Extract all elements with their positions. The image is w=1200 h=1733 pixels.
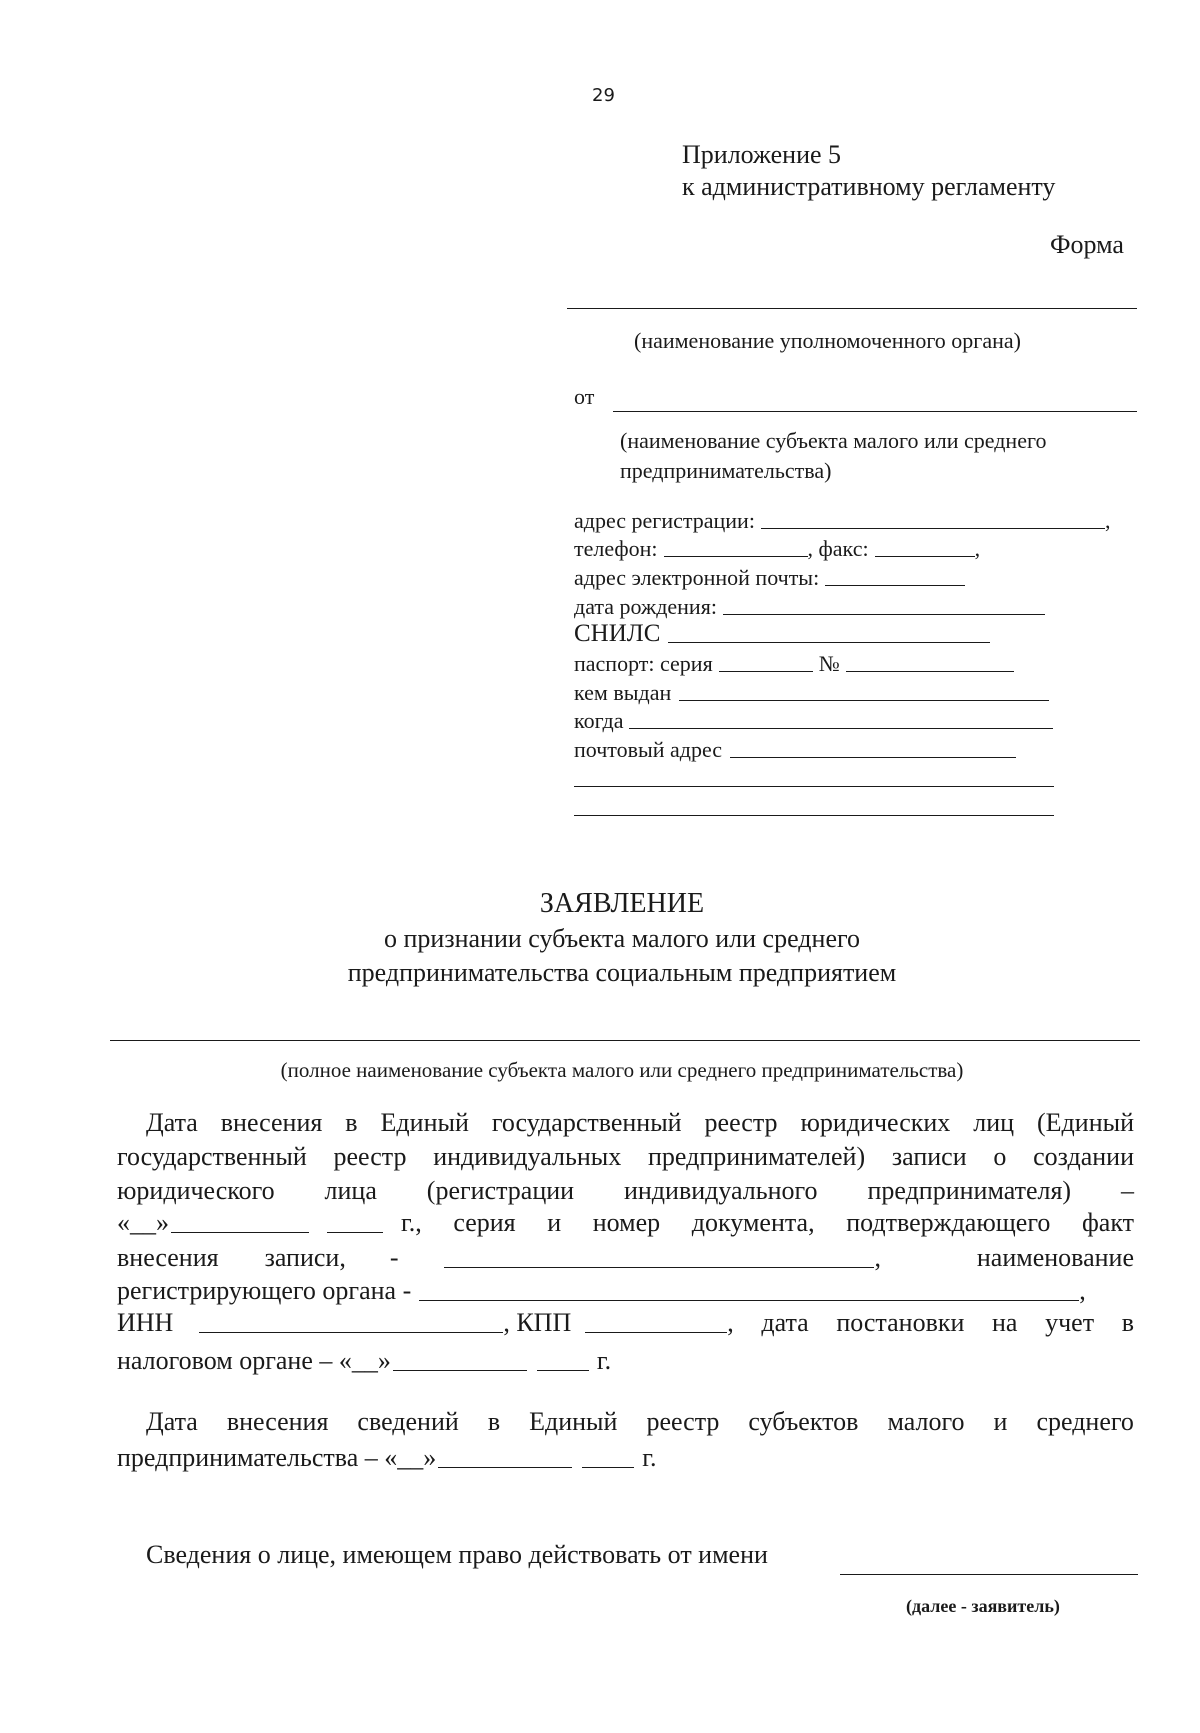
- p1-line-1: Дата внесения в Единый государственный реестр юридических лиц (Единый: [146, 1108, 1134, 1137]
- p1-l3-w6: –: [1121, 1176, 1134, 1205]
- email-field[interactable]: [825, 585, 965, 586]
- passport-row: [574, 651, 1014, 677]
- postal-address-line-3[interactable]: [574, 815, 1054, 816]
- registration-year-field[interactable]: [327, 1232, 383, 1233]
- smsp-registry-label: предпринимательства – «__»: [117, 1443, 437, 1472]
- reg-address-row: [574, 508, 1110, 534]
- p2-w5: Единый: [529, 1407, 618, 1436]
- smsp-registry-year-suffix: г.: [642, 1443, 657, 1472]
- inn-field[interactable]: [199, 1332, 503, 1333]
- form-label: Форма: [1050, 230, 1124, 259]
- registration-text: г., серия и номер документа, подтверждающего факт: [401, 1208, 1134, 1237]
- regulation-reference: к административному регламенту: [682, 172, 1056, 201]
- kpp-field[interactable]: [585, 1332, 727, 1333]
- snils-label: СНИЛС: [574, 620, 661, 647]
- subject-name-caption-2: предпринимательства): [620, 458, 832, 483]
- p1-l3-w1: юридического: [117, 1176, 275, 1205]
- issue-date-row: [574, 708, 1053, 734]
- phone-label: телефон:: [574, 536, 658, 561]
- p1-l3-w3: (регистрации: [426, 1176, 575, 1205]
- p2-w7: субъектов: [748, 1407, 859, 1436]
- p2-line-1: [146, 1407, 1134, 1437]
- passport-series-field[interactable]: [719, 671, 813, 672]
- passport-number-field[interactable]: [846, 671, 1014, 672]
- email-row: [574, 565, 965, 591]
- representative-caption: (далее - заявитель): [906, 1596, 1060, 1616]
- statement-subtitle-2: предпринимательства социальным предприятием: [347, 958, 897, 987]
- p1-l3-w2: лица: [324, 1176, 377, 1205]
- snils-field[interactable]: [668, 642, 990, 643]
- p1-line-4: [117, 1208, 1134, 1238]
- from-line[interactable]: [613, 411, 1137, 412]
- registration-month-field[interactable]: [171, 1232, 309, 1233]
- full-name-caption: (полное наименование субъекта малого или среднего предпринимательства): [280, 1058, 964, 1082]
- representative-line[interactable]: [840, 1574, 1138, 1575]
- inn-label: ИНН: [117, 1308, 174, 1337]
- page-number: 29: [592, 85, 615, 106]
- appendix-title: Приложение 5: [682, 140, 842, 169]
- reg-address-comma: ,: [1104, 508, 1111, 533]
- p1-line-7: [117, 1308, 1134, 1338]
- p1-l5-comma: ,: [874, 1243, 881, 1272]
- email-label: адрес электронной почты:: [574, 565, 820, 590]
- tax-registration-year-suffix: г.: [596, 1346, 612, 1375]
- tax-registration-text: , дата постановки на учет в: [727, 1308, 1134, 1337]
- kpp-label: , КПП: [503, 1308, 572, 1337]
- organ-name-line[interactable]: [567, 308, 1137, 309]
- reg-address-field[interactable]: [761, 528, 1105, 529]
- fax-comma: ,: [974, 536, 981, 561]
- p2-line-2: [117, 1443, 656, 1473]
- issued-by-field[interactable]: [679, 700, 1049, 701]
- registering-organ-label: регистрирующего органа -: [117, 1276, 412, 1305]
- postal-address-line-2[interactable]: [574, 786, 1054, 787]
- p2-w4: в: [487, 1407, 501, 1436]
- p1-l5-a: внесения: [117, 1243, 219, 1272]
- fax-field[interactable]: [875, 556, 975, 557]
- full-name-line[interactable]: [110, 1040, 1140, 1041]
- organ-name-caption: (наименование уполномоченного органа): [634, 328, 1021, 353]
- p1-l3-w4: индивидуального: [623, 1176, 818, 1205]
- p2-w8: малого: [887, 1407, 965, 1436]
- p2-w6: реестр: [646, 1407, 720, 1436]
- representative-text: Сведения о лице, имеющем право действовать от имени: [146, 1540, 768, 1569]
- tax-registration-year-field[interactable]: [537, 1370, 589, 1371]
- p1-l5-c: наименование: [976, 1243, 1134, 1272]
- tax-registration-month-field[interactable]: [393, 1370, 527, 1371]
- p1-line-3: [117, 1176, 1134, 1206]
- subject-name-caption-1: (наименование субъекта малого или среднего: [620, 428, 1047, 453]
- p2-w1: Дата: [146, 1407, 198, 1436]
- statement-subtitle-1: о признании субъекта малого или среднего: [384, 924, 860, 953]
- birth-date-row: [574, 594, 1045, 620]
- issue-date-label: когда: [574, 708, 624, 733]
- statement-title: ЗАЯВЛЕНИЕ: [539, 888, 705, 919]
- issue-date-field[interactable]: [629, 728, 1053, 729]
- registering-organ-comma: ,: [1079, 1276, 1086, 1305]
- passport-series-label: паспорт: серия: [574, 651, 713, 676]
- p1-l5-b: записи,: [264, 1243, 346, 1272]
- phone-fax-row: [574, 536, 980, 562]
- birth-date-field[interactable]: [723, 614, 1045, 615]
- registering-organ-field[interactable]: [419, 1300, 1079, 1301]
- p1-line-8: [117, 1346, 611, 1376]
- p1-l3-w5: предпринимателя): [867, 1176, 1072, 1205]
- reg-address-label: адрес регистрации:: [574, 508, 755, 533]
- p2-w3: сведений: [357, 1407, 459, 1436]
- snils-row: [574, 620, 990, 648]
- issued-by-row: [574, 680, 1049, 706]
- p1-line-6: [117, 1276, 1086, 1306]
- passport-number-sign: №: [818, 651, 840, 676]
- phone-field[interactable]: [664, 556, 808, 557]
- postal-address-label: почтовый адрес: [574, 737, 723, 762]
- p1-l5-dash: -: [389, 1243, 399, 1272]
- p1-line-2: государственный реестр индивидуальных предпринимателей) записи о создании: [117, 1142, 1134, 1171]
- postal-address-row: [574, 737, 1016, 763]
- record-number-field[interactable]: [444, 1267, 874, 1268]
- postal-address-field[interactable]: [730, 757, 1016, 758]
- p2-w2: внесения: [226, 1407, 329, 1436]
- smsp-registry-year-field[interactable]: [582, 1467, 634, 1468]
- smsp-registry-month-field[interactable]: [438, 1467, 572, 1468]
- issued-by-label: кем выдан: [574, 680, 672, 705]
- tax-organ-label: налоговом органе – «__»: [117, 1346, 391, 1375]
- p1-line-5: [117, 1243, 1134, 1273]
- birth-date-label: дата рождения:: [574, 594, 717, 619]
- registration-date-quote: «__»: [117, 1208, 169, 1237]
- p2-w10: среднего: [1036, 1407, 1134, 1436]
- fax-label: , факс:: [807, 536, 869, 561]
- p2-w9: и: [993, 1407, 1008, 1436]
- from-label: от: [574, 384, 595, 409]
